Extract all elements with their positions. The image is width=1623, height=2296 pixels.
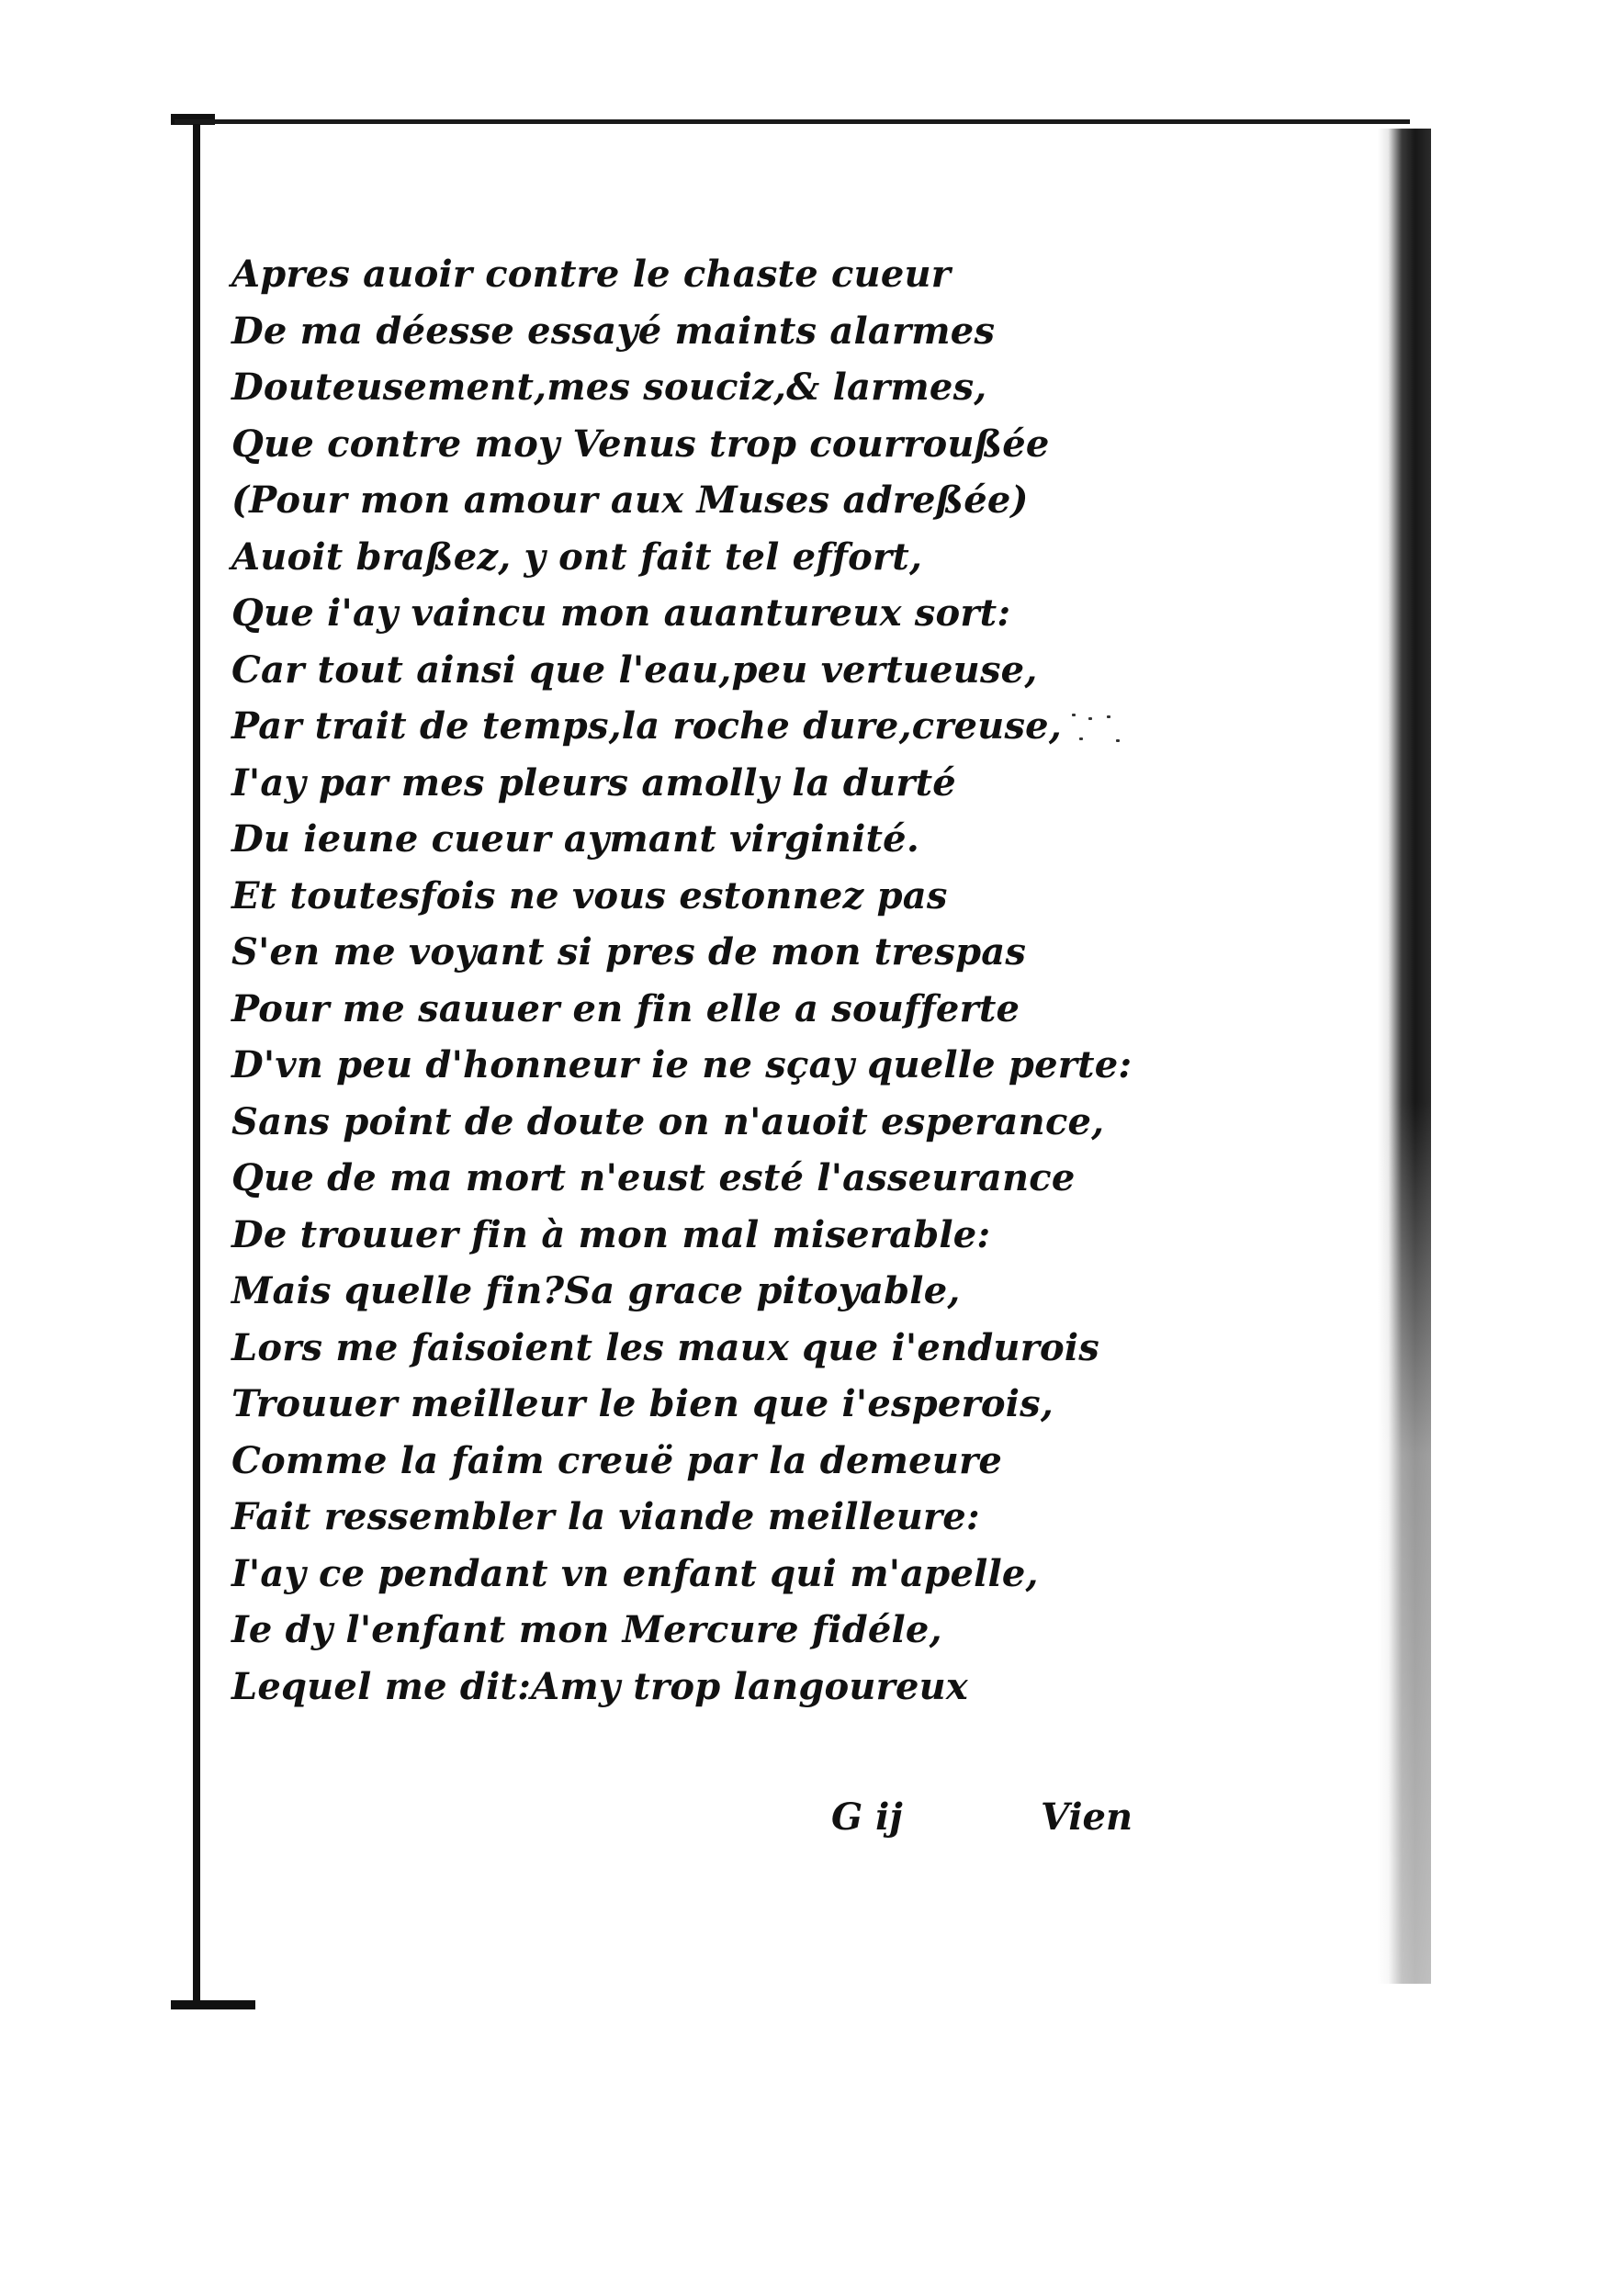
catchword: Vien [1041, 1795, 1133, 1839]
poem-line: Pour me sauuer en fin elle a soufferte [231, 986, 1020, 1030]
poem-line: Par trait de temps,la roche dure,creuse, [231, 704, 1062, 748]
poem-line: Sans point de doute on n'auoit esperance, [231, 1099, 1105, 1143]
poem-line: Que contre moy Venus trop courroußée [231, 422, 1050, 466]
poem-line: Du ieune cueur aymant virginité. [231, 817, 919, 861]
poem-line: Auoit braßez, y ont fait tel effort, [231, 535, 923, 579]
poem-line: Apres auoir contre le chaste cueur [231, 253, 952, 296]
poem-line: Car tout ainsi que l'eau,peu vertueuse, [231, 647, 1038, 692]
left-margin-rule [193, 124, 200, 2007]
poem-line: Douteusement,mes souciz,& larmes, [231, 366, 987, 409]
poem-text [231, 246, 1315, 1715]
bottom-rule-foot [171, 2000, 255, 2009]
poem-line: Comme la faim creuë par la demeure [231, 1438, 1003, 1482]
top-rule [175, 119, 1410, 124]
poem-line: (Pour mon amour aux Muses adreßée) [231, 478, 1029, 522]
poem-line: S'en me voyant si pres de mon trespas [231, 930, 1027, 974]
poem-line: Et toutesfois ne vous estonnez pas [231, 873, 948, 917]
signature-mark: G ij [831, 1795, 903, 1839]
poem-line: Fait ressembler la viande meilleure: [231, 1495, 980, 1538]
poem-line: De trouuer fin à mon mal miserable: [231, 1212, 991, 1256]
poem-line: Que i'ay vaincu mon auantureux sort: [231, 591, 1011, 635]
poem-line: I'ay ce pendant vn enfant qui m'apelle, [231, 1551, 1039, 1595]
poem-line: D'vn peu d'honneur ie ne sçay quelle perte: [231, 1043, 1133, 1086]
poem-line: Ie dy l'enfant mon Mercure fidéle, [231, 1608, 942, 1651]
poem-line: De ma déesse essayé maints alarmes [231, 309, 996, 353]
poem-line: Trouuer meilleur le bien que i'esperois, [231, 1382, 1054, 1425]
poem-line: Mais quelle fin?Sa grace pitoyable, [231, 1269, 961, 1312]
binding-shadow-fade [1378, 1102, 1431, 1984]
poem-line: Que de ma mort n'eust esté l'asseurance [231, 1156, 1076, 1199]
poem-line: Lors me faisoient les maux que i'endurois [231, 1325, 1099, 1369]
poem-line: I'ay par mes pleurs amolly la durté [231, 760, 956, 805]
poem-line: Lequel me dit:Amy trop langoureux [231, 1664, 968, 1708]
